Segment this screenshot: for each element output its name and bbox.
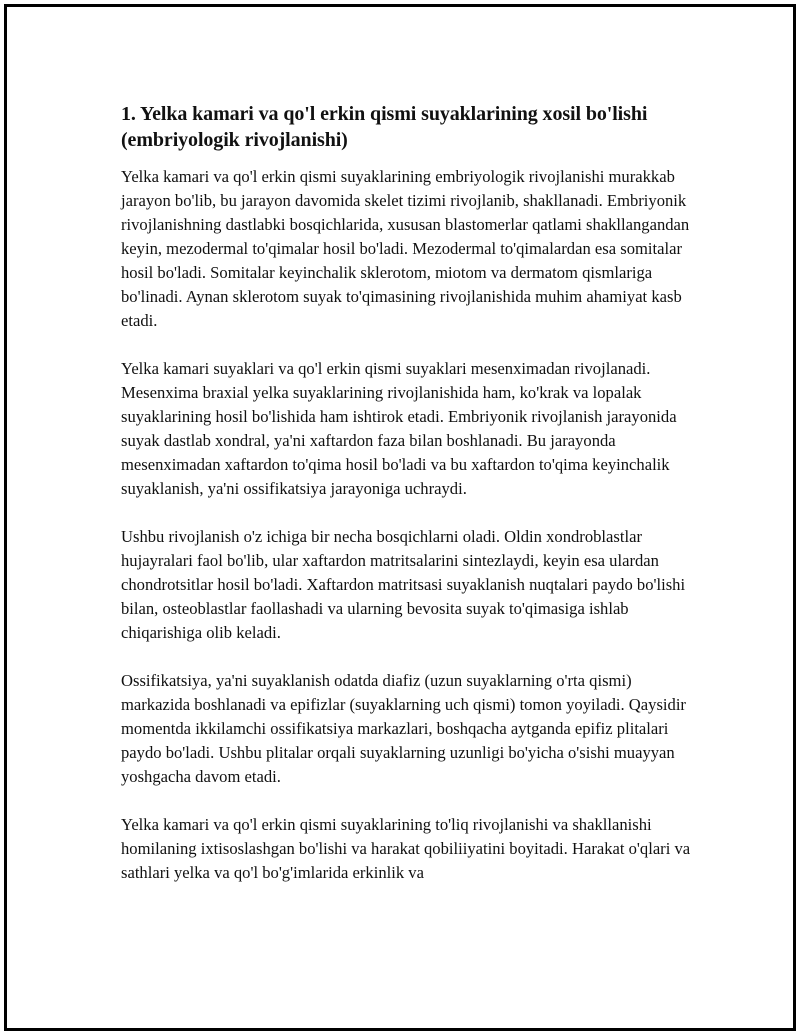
paragraph-5: Yelka kamari va qo'l erkin qismi suyaklarining to'liq rivojlanishi va shakllanishi homilaning ixtisoslashgan bo'lishi va harakat qobiliiyatini boyitadi. Harakat o'qlari va sathlari yelka va qo'l bo'g'imlarida erkinlik va (121, 815, 691, 882)
paragraph-1: Yelka kamari va qo'l erkin qismi suyaklarining embriyologik rivojlanishi murakkab jarayon bo'lib, bu jarayon davomida skelet tizimi rivojlanib, shakllanadi. Embriyonik rivojlanishning dastlabki bosqichlarida, xususan blastomerlar qatlami shakllangandan keyin, mezodermal to'qimalar hosil bo'ladi. Mezodermal to'qimalardan esa somitalar hosil bo'ladi. Somitalar keyinchalik sklerotom, miotom va dermatom qismlariga bo'linadi. Aynan sklerotom suyak to'qimasining rivojlanishida muhim ahamiyat kasb etadi. (121, 167, 690, 330)
paragraph-4: Ossifikatsiya, ya'ni suyaklanish odatda diafiz (uzun suyaklarning o'rta qismi) markazida boshlanadi va epifizlar (suyaklarning uch qismi) tomon yoyiladi. Qaysidir momentda ikkilamchi ossifikatsiya markazlari, boshqacha aytganda epifiz plitalari paydo bo'ladi. Ushbu plitalar orqali suyaklarning uzunligi bo'yicha o'sishi muayyan yoshgacha davom etadi. (121, 671, 686, 786)
page-frame (4, 4, 796, 1031)
section-heading: 1. Yelka kamari va qo'l erkin qismi suyaklarining xosil bo'lishi (embriyologik rivojlanishi) (121, 103, 648, 151)
document-body (121, 101, 701, 909)
paragraph-2: Yelka kamari suyaklari va qo'l erkin qismi suyaklari mesenximadan rivojlanadi. Mesenxima braxial yelka suyaklarining rivojlanishida ham, ko'krak va lopalak suyaklarining hosil bo'lishida ham ishtirok etadi. Embriyonik rivojlanish jarayonida suyak dastlab xondral, ya'ni xaftardon faza bilan boshlanadi. Bu jarayonda mesenximadan xaftardon to'qima hosil bo'ladi va bu xaftardon to'qima keyinchalik suyaklanish, ya'ni ossifikatsiya jarayoniga uchraydi. (121, 359, 677, 498)
paragraph-3: Ushbu rivojlanish o'z ichiga bir necha bosqichlarni oladi. Oldin xondroblastlar hujayralari faol bo'lib, ular xaftardon matritsalarini sintezlaydi, keyin esa ulardan chondrotsitlar hosil bo'ladi. Xaftardon matritsasi suyaklanish nuqtalari paydo bo'lishi bilan, osteoblastlar faollashadi va ularning bevosita suyak to'qimasiga ishlab chiqarishiga olib keladi. (121, 527, 686, 642)
